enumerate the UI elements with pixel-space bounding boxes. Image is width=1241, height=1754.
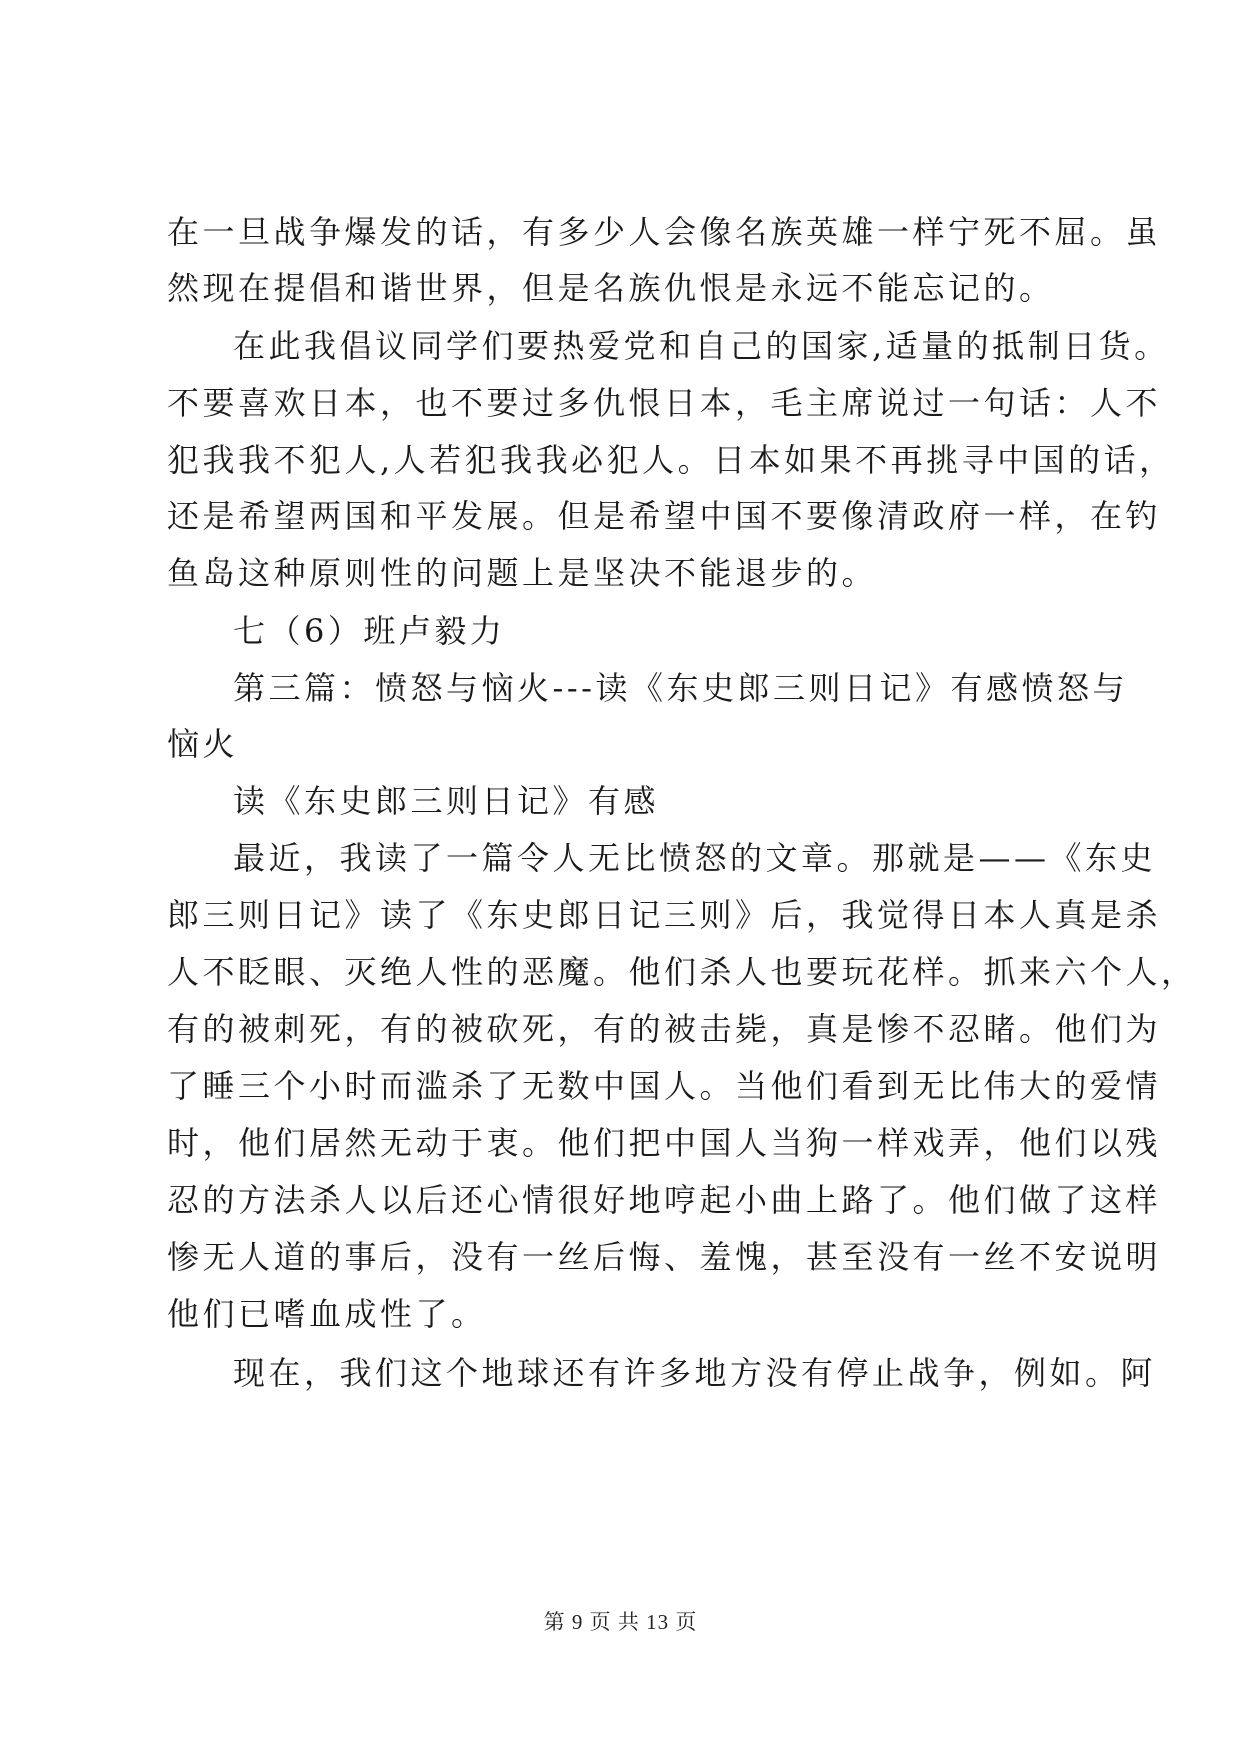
text-line: 郎三则日记》读了《东史郎日记三则》后，我觉得日本人真是杀 [167, 896, 1162, 934]
text-line: 然现在提倡和谐世界，但是名族仇恨是永远不能忘记的。 [167, 269, 1055, 307]
page-number-footer: 第 9 页 共 13 页 [543, 1610, 698, 1634]
text-line: 有的被刺死，有的被砍死，有的被击毙，真是惨不忍睹。他们为 [167, 1010, 1162, 1048]
paragraph-line: 在此我倡议同学们要热爱党和自己的国家,适量的抵制日货。 [233, 327, 1170, 365]
text-line: 人不眨眼、灭绝人性的恶魔。他们杀人也要玩花样。抓来六个人， [167, 953, 1197, 991]
text-line: 不要喜欢日本，也不要过多仇恨日本，毛主席说过一句话：人不 [167, 384, 1162, 422]
text-line: 时，他们居然无动于衷。他们把中国人当狗一样戏弄，他们以残 [167, 1124, 1162, 1162]
text-line: 犯我我不犯人,人若犯我我必犯人。日本如果不再挑寻中国的话， [167, 441, 1175, 479]
section-heading: 第三篇：愤怒与恼火---读《东史郎三则日记》有感愤怒与 [233, 669, 1128, 707]
essay-title: 读《东史郎三则日记》有感 [233, 782, 660, 820]
text-line: 还是希望两国和平发展。但是希望中国不要像清政府一样，在钓 [167, 497, 1162, 535]
text-line: 在一旦战争爆发的话，有多少人会像名族英雄一样宁死不屈。虽 [167, 213, 1162, 251]
author-signature: 七（6）班卢毅力 [233, 612, 506, 650]
paragraph-line: 最近，我读了一篇令人无比愤怒的文章。那就是——《东史 [233, 839, 1157, 877]
text-line: 他们已嗜血成性了。 [167, 1295, 487, 1333]
text-line: 惨无人道的事后，没有一丝后悔、羞愧，甚至没有一丝不安说明 [167, 1238, 1162, 1276]
section-heading-continued: 恼火 [167, 725, 239, 763]
text-line: 了睡三个小时而滥杀了无数中国人。当他们看到无比伟大的爱情 [167, 1067, 1162, 1105]
text-line: 忍的方法杀人以后还心情很好地哼起小曲上路了。他们做了这样 [167, 1181, 1162, 1219]
text-line: 鱼岛这种原则性的问题上是坚决不能退步的。 [167, 554, 878, 592]
paragraph-line: 现在，我们这个地球还有许多地方没有停止战争，例如。阿 [233, 1354, 1157, 1392]
